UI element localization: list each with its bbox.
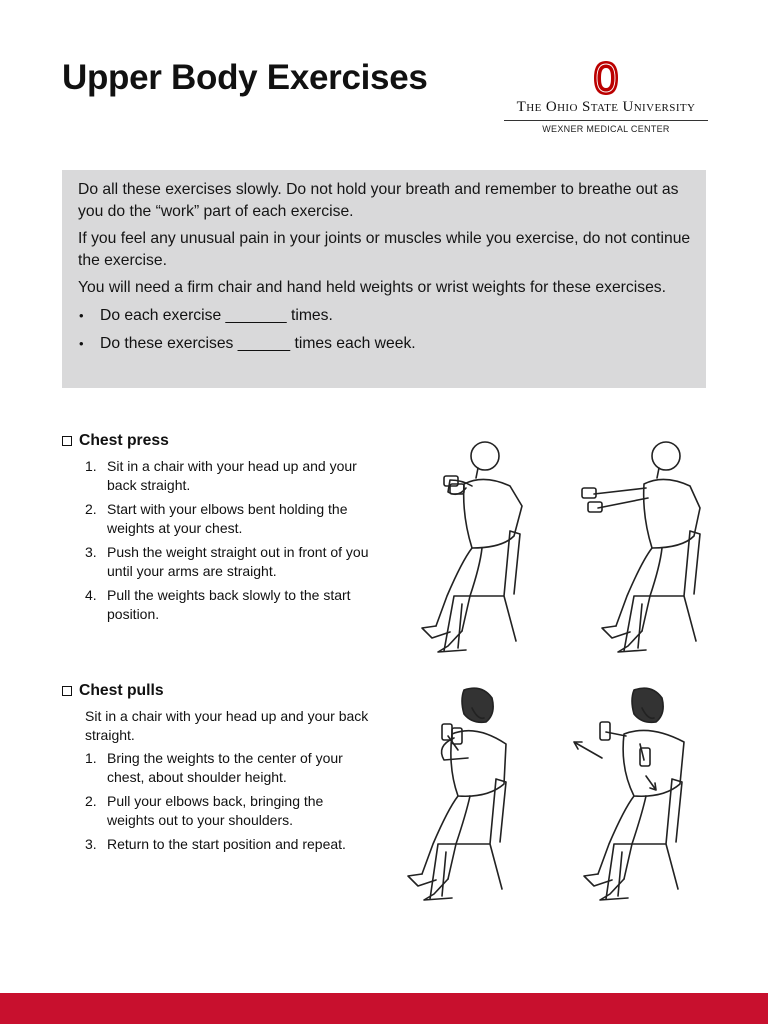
exercise-heading — [62, 682, 372, 700]
step-text: Push the weight straight out in front of you until your arms are straight. — [107, 544, 369, 579]
step-number: 4. — [85, 587, 97, 603]
step-text: Pull your elbows back, bringing the weights out to your shoulders. — [107, 793, 324, 828]
block-o-icon — [592, 60, 620, 96]
step-item — [62, 792, 372, 830]
university-name: The Ohio State University — [516, 99, 696, 115]
step-text: Sit in a chair with your head up and your back straight. — [107, 458, 357, 493]
checkbox-icon[interactable] — [62, 686, 72, 696]
step-number: 3. — [85, 544, 97, 560]
exercise-steps — [62, 457, 372, 624]
step-item — [62, 500, 372, 538]
step-item — [62, 749, 372, 787]
step-number: 3. — [85, 836, 97, 852]
intro-paragraph: Do all these exercises slowly. Do not hold your breath and remember to breathe out as you do the “work” part of each exercise. — [78, 181, 679, 220]
exercise-chest-pulls — [62, 682, 372, 859]
exercise-title: Chest pulls — [79, 682, 164, 699]
step-text: Return to the start position and repeat. — [107, 836, 346, 852]
university-logo — [504, 60, 708, 134]
step-item — [62, 586, 372, 624]
step-item — [62, 835, 372, 854]
page-title: Upper Body Exercises — [62, 58, 428, 97]
intro-paragraph: If you feel any unusual pain in your joints or muscles while you exercise, do not continue the exercise. — [78, 230, 691, 269]
chest-press-end-illustration — [572, 436, 712, 661]
chest-pulls-start-illustration — [378, 684, 523, 909]
intro-bullet-list — [78, 305, 692, 355]
exercise-steps — [62, 749, 372, 854]
exercise-lead: Sit in a chair with your head up and your back straight. — [85, 708, 369, 743]
step-number: 2. — [85, 793, 97, 809]
logo-divider — [504, 120, 708, 121]
exercise-title: Chest press — [79, 432, 169, 449]
intro-box — [62, 170, 706, 388]
step-text: Start with your elbows bent holding the weights at your chest. — [107, 501, 348, 536]
chest-pulls-end-illustration — [554, 684, 704, 909]
step-item — [62, 543, 372, 581]
checkbox-icon[interactable] — [62, 436, 72, 446]
exercise-chest-press — [62, 432, 372, 629]
step-number: 1. — [85, 750, 97, 766]
intro-paragraph: You will need a firm chair and hand held weights or wrist weights for these exercises. — [78, 279, 666, 296]
intro-bullet: • Do these exercises ______ times each week. — [78, 333, 692, 355]
exercise-heading — [62, 432, 372, 450]
intro-bullet: • Do each exercise _______ times. — [78, 305, 692, 327]
footer-bar — [0, 993, 768, 1024]
step-number: 1. — [85, 458, 97, 474]
step-number: 2. — [85, 501, 97, 517]
step-text: Pull the weights back slowly to the start position. — [107, 587, 351, 622]
step-item — [62, 457, 372, 495]
chest-press-start-illustration — [392, 436, 537, 661]
medical-center-name: WEXNER MEDICAL CENTER — [542, 124, 670, 134]
step-text: Bring the weights to the center of your chest, about shoulder height. — [107, 750, 343, 785]
